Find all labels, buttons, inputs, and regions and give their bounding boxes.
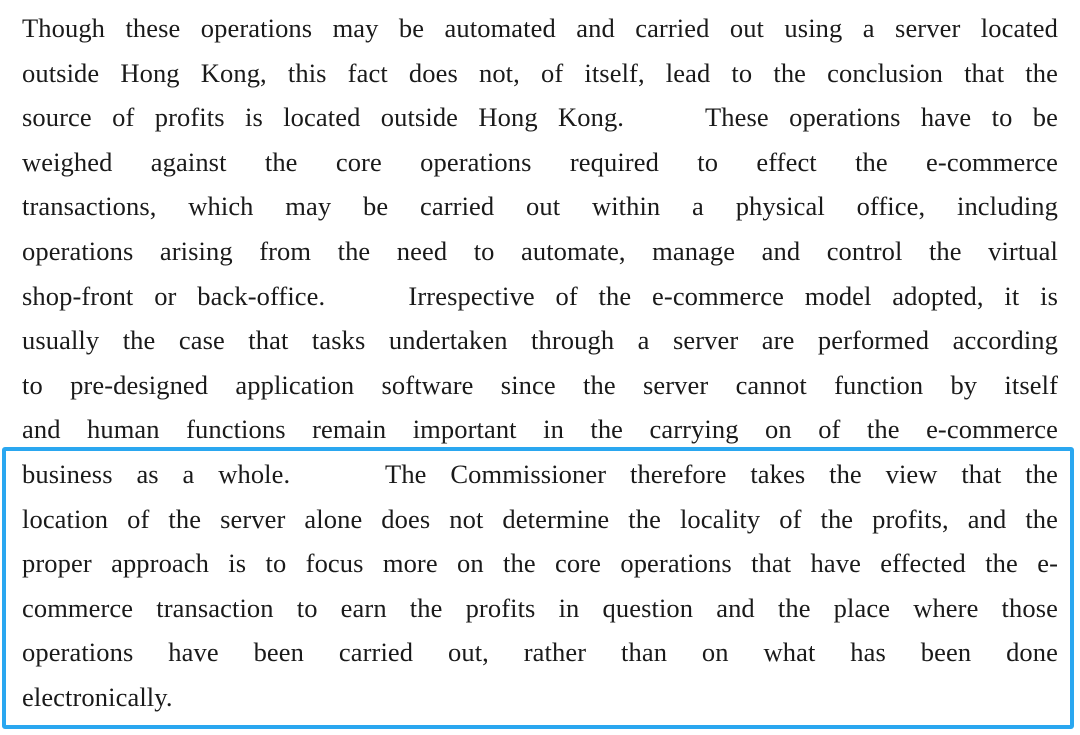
text-line: Though these operations may be automated and carried out using a server located — [22, 13, 1058, 43]
text-line: commerce transaction to earn the profits in question and the place where those — [22, 592, 1058, 623]
body-text-column — [22, 6, 1058, 720]
text-line: business as a whole. The Commissioner therefore takes the view that the — [22, 458, 1058, 489]
paragraph — [22, 6, 1058, 720]
text-line: operations arising from the need to automate, manage and control the virtual — [22, 235, 1058, 266]
text-line: source of profits is located outside Hong Kong. These operations have to be — [22, 102, 1058, 133]
text-line: electronically. — [22, 681, 173, 712]
text-line: transactions, which may be carried out within a physical office, including — [22, 191, 1058, 222]
text-line: operations have been carried out, rather than on what has been done — [22, 637, 1058, 668]
text-line: shop-front or back-office. Irrespective of the e-commerce model adopted, it is — [22, 280, 1058, 311]
text-line: usually the case that tasks undertaken through a server are performed according — [22, 325, 1058, 356]
text-line: weighed against the core operations required to effect the e-commerce — [22, 146, 1058, 177]
text-line: location of the server alone does not determine the locality of the profits, and the — [22, 503, 1058, 534]
text-line: and human functions remain important in the carrying on of the e-commerce — [22, 414, 1058, 445]
text-line: proper approach is to focus more on the core operations that have effected the e- — [22, 548, 1058, 579]
text-line: to pre-designed application software since the server cannot function by itself — [22, 369, 1058, 400]
text-line: outside Hong Kong, this fact does not, of itself, lead to the conclusion that the — [22, 57, 1058, 88]
